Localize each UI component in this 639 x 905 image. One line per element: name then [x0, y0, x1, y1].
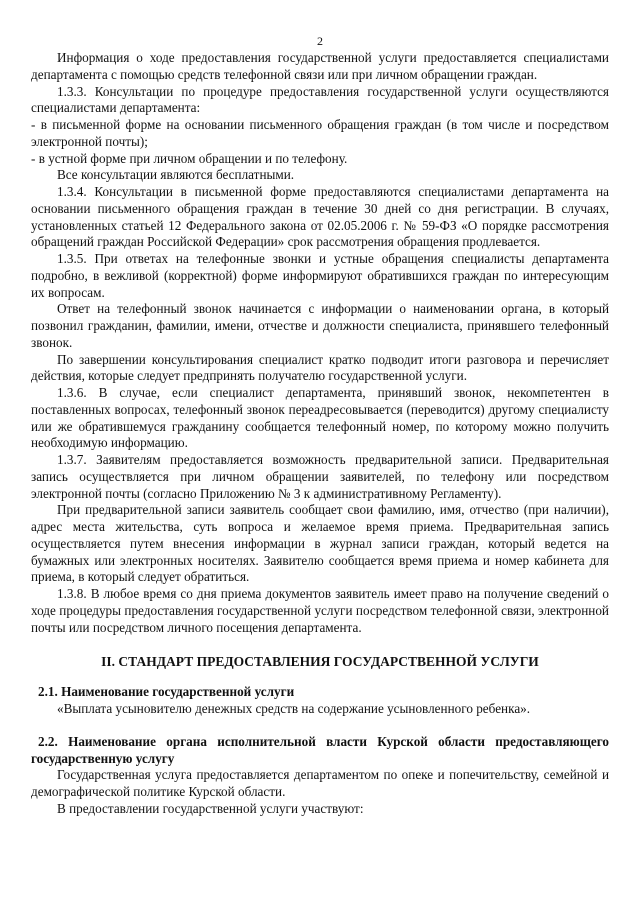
- subsection-heading-2-1: 2.1. Наименование государственной услуги: [38, 684, 295, 700]
- paragraph-1-3-5: 1.3.5. При ответах на телефонные звонки и устные обращения специалисты департамента подробно, в вежливой (корректной) форме информируют обратившихся граждан по интересующим их вопросам.: [31, 251, 609, 300]
- page-number: 2: [317, 34, 323, 48]
- section-title: II. СТАНДАРТ ПРЕДОСТАВЛЕНИЯ ГОСУДАРСТВЕННОЙ УСЛУГИ: [101, 654, 539, 670]
- paragraph-phone-answer: Ответ на телефонный звонок начинается с информации о наименовании органа, в который позвонил гражданин, фамилии, имени, отчестве и должности специалиста, принявшего телефонный звонок.: [31, 301, 609, 350]
- paragraph-1-3-3: 1.3.3. Консультации по процедуре предоставления государственной услуги осуществляются специалистами департамента:: [31, 83, 609, 116]
- paragraph-1-3-8: 1.3.8. В любое время со дня приема документов заявитель имеет право на получение сведений о ходе процедуры предоставления государственной услуги посредством телефонной связи, электронной почты или посредством личного посещения департамента.: [31, 586, 609, 635]
- paragraph-preregistration: При предварительной записи заявитель сообщает свои фамилию, имя, отчество (при наличии), адрес места жительства, суть вопроса и желаемое время приема. Предварительная запись осуществляется путем внесения информации в журнал записи граждан, который ведется на бумажных или электронных носителях. Заявителю сообщается время приема и номер кабинета для приема, в который следует обратиться.: [31, 502, 609, 585]
- paragraph-info: Информация о ходе предоставления государственной услуги предоставляется специалистами департамента с помощью средств телефонной связи или при личном обращении граждан.: [31, 50, 609, 82]
- paragraph-1-3-6: 1.3.6. В случае, если специалист департамента, принявший звонок, некомпетентен в поставленных вопросах, телефонный звонок переадресовывается (переводится) другому специалисту или же обратившемуся гражданину сообщается телефонный номер, по которому можно получить необходимую информацию.: [31, 385, 609, 451]
- list-item-written: - в письменной форме на основании письменного обращения граждан (в том числе и посредством электронной почты);: [31, 117, 609, 149]
- spacer: [31, 718, 609, 734]
- paragraph-1-3-4: 1.3.4. Консультации в письменной форме предоставляются специалистами департамента на основании письменного обращения граждан в течение 30 дней со дня регистрации. В случаях, установленных статьей 12 Федерального закона от 02.05.2006 г. № 59-ФЗ «О порядке рассмотрения обращений граждан Российской Федерации» срок рассмотрения обращения продлевается.: [31, 184, 609, 250]
- paragraph-1-3-7: 1.3.7. Заявителям предоставляется возможность предварительной записи. Предварительная запись осуществляется при личном обращении заявителей, по телефону или посредством электронной почты (согласно Приложению № 3 к административному Регламенту).: [31, 452, 609, 501]
- paragraph-consult-end: По завершении консультирования специалист кратко подводит итоги разговора и перечисляет действия, которые следует предпринять получателю государственной услуги.: [31, 351, 609, 384]
- subsection-heading-2-2: 2.2. Наименование органа исполнительной власти Курской области предоставляющего государственную услугу: [31, 733, 609, 766]
- service-participants: В предоставлении государственной услуги участвуют:: [57, 800, 364, 816]
- paragraph-free: Все консультации являются бесплатными.: [57, 167, 295, 183]
- service-name: «Выплата усыновителю денежных средств на содержание усыновленного ребенка».: [57, 701, 531, 716]
- list-item-oral: - в устной форме при личном обращении и по телефону.: [31, 150, 348, 166]
- service-provider: Государственная услуга предоставляется департаментом по опеке и попечительству, семейной и демографической политике Курской области.: [31, 767, 609, 799]
